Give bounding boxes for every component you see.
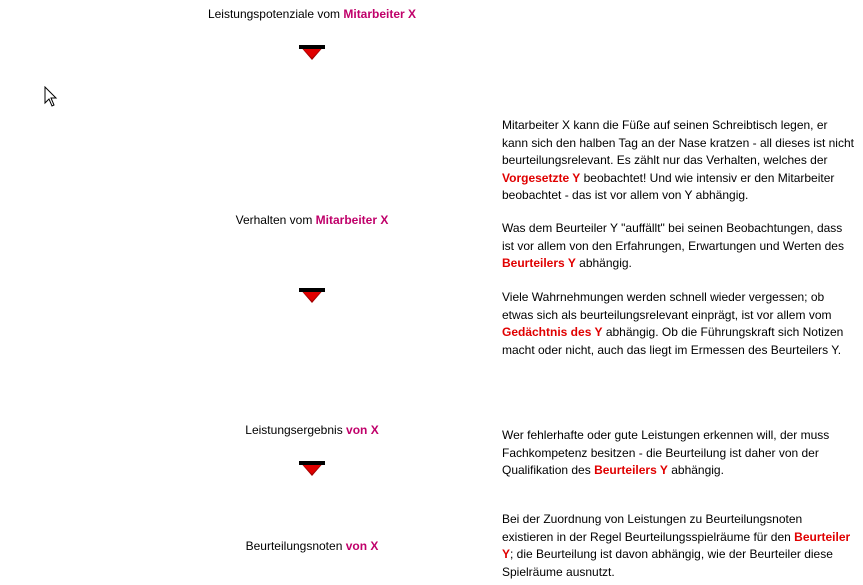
paragraph-text: ; die Beurteilung ist davon abhängig, wie der Beurteiler diese Spielräume ausnutzt.: [502, 547, 833, 579]
down-triangle-icon: [298, 44, 326, 62]
down-triangle-icon: [298, 460, 326, 478]
flow-label-highlight: von X: [345, 539, 379, 553]
flow-label-highlight: von X: [346, 423, 379, 437]
paragraph-text: Bei der Zuordnung von Leistungen zu Beurteilungsnoten existieren in der Regel Beurteilungsspielräume für den: [502, 512, 803, 544]
paragraph-text: beobachtet! Und wie intensiv er den Mitarbeiter beobachtet - das ist vor allem von Y abhängig.: [502, 170, 835, 202]
paragraph-text: abhängig. Ob die Führungskraft sich Notizen macht oder nicht, auch das liegt im Ermessen des Beurteilers Y.: [502, 325, 844, 357]
flow-label-leistungsergebnis: [180, 423, 444, 438]
paragraph-gedaechtnis: [502, 289, 854, 359]
paragraph-text: Wer fehlerhafte oder gute Leistungen erkennen will, der muss Fachkompetenz besitzen - die Beurteilung ist daher von der Qualifikation des: [502, 428, 830, 477]
paragraph-wahrnehmung: [502, 220, 854, 273]
paragraph-highlight: Beurteilers Y: [594, 463, 668, 477]
paragraph-highlight: Vorgesetzte Y: [502, 170, 581, 185]
down-triangle-icon: [298, 287, 326, 305]
flow-label-highlight: Mitarbeiter X: [315, 213, 389, 227]
paragraph-highlight: Beurteilers Y: [502, 256, 576, 270]
flow-label-beurteilungsnoten: [180, 539, 444, 554]
flow-label-highlight: Mitarbeiter X: [343, 7, 417, 21]
mouse-pointer-icon: [44, 86, 58, 108]
paragraph-highlight: Beurteiler Y: [502, 529, 851, 561]
flow-label-potenziale: [180, 7, 444, 22]
paragraph-text: abhängig.: [667, 463, 724, 477]
paragraph-fachkompetenz: [502, 427, 854, 480]
flow-label-text: Leistungspotenziale vom: [207, 7, 344, 21]
paragraph-highlight: Gedächtnis des Y: [502, 325, 603, 339]
paragraph-text: abhängig.: [575, 256, 632, 270]
paragraph-text: Was dem Beurteiler Y "auffällt" bei seinen Beobachtungen, dass ist vor allem von den Erfahrungen, Erwartungen und Werten des: [502, 221, 844, 253]
paragraph-text: Viele Wahrnehmungen werden schnell wieder vergessen; ob etwas sich als beurteilungsrelevant einprägt, ist vor allem vom: [502, 290, 832, 322]
flow-label-text: Leistungsergebnis: [245, 423, 347, 437]
flow-label-verhalten: [180, 213, 444, 228]
flow-label-text: Beurteilungsnoten: [245, 539, 346, 553]
paragraph-text: Mitarbeiter X kann die Füße auf seinen Schreibtisch legen, er kann sich den halben Tag an der Nase kratzen - all dieses ist nicht beurteilungsrelevant. Es zählt nur das Verhalten, welches der: [502, 118, 854, 167]
paragraph-spielraeume: [502, 511, 854, 581]
flow-label-text: Verhalten vom: [235, 213, 316, 227]
paragraph-verhalten: [502, 117, 854, 205]
